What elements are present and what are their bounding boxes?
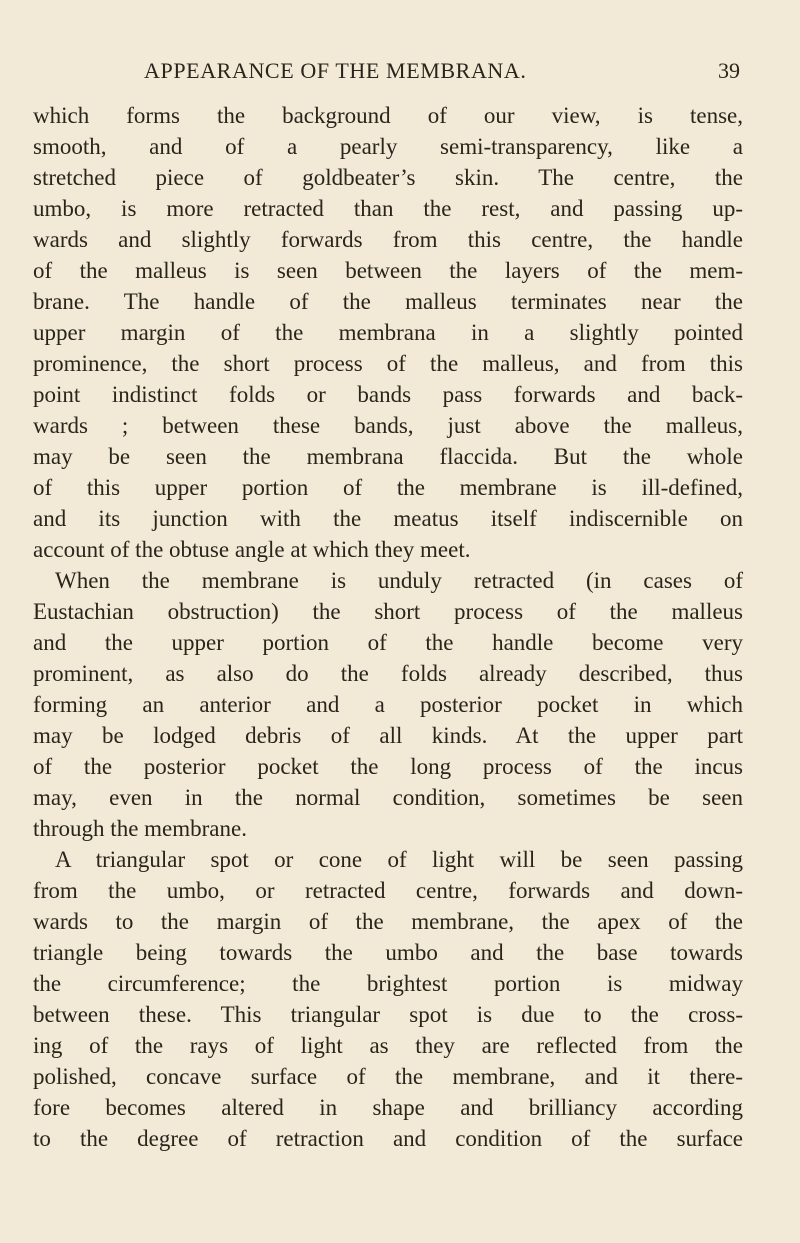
text-line: prominent, as also do the folds already described, thus (33, 661, 743, 686)
text-line: wards to the margin of the membrane, the apex of the (33, 909, 743, 934)
text-line: through the membrane. (33, 816, 247, 841)
text-line: which forms the background of our view, is tense, (33, 103, 743, 128)
text-line: prominence, the short process of the malleus, and from this (33, 351, 743, 376)
text-line: to the degree of retraction and condition of the surface (33, 1126, 743, 1151)
text-line: between these. This triangular spot is due to the cross- (33, 1002, 743, 1027)
text-line: may be seen the membrana flaccida. But the whole (33, 444, 743, 469)
text-line: Eustachian obstruction) the short process of the malleus (33, 599, 743, 624)
text-line: of this upper portion of the membrane is ill-defined, (33, 475, 743, 500)
page-header (40, 58, 740, 88)
text-line: smooth, and of a pearly semi-transparency, like a (33, 134, 743, 159)
text-line: of the posterior pocket the long process of the incus (33, 754, 743, 779)
page-number: 39 (718, 58, 740, 83)
text-line: the circumference; the brightest portion is midway (33, 971, 743, 996)
text-line: ing of the rays of light as they are reflected from the (33, 1033, 743, 1058)
text-line: of the malleus is seen between the layers of the mem- (33, 258, 743, 283)
text-line: forming an anterior and a posterior pocket in which (33, 692, 743, 717)
running-title: APPEARANCE OF THE MEMBRANA. (144, 58, 527, 83)
text-line: and its junction with the meatus itself indiscernible on (33, 506, 743, 531)
text-line: wards ; between these bands, just above the malleus, (33, 413, 743, 438)
text-line: A triangular spot or cone of light will be seen passing (55, 847, 743, 872)
text-line: brane. The handle of the malleus terminates near the (33, 289, 743, 314)
text-line: When the membrane is unduly retracted (in cases of (55, 568, 743, 593)
text-line: umbo, is more retracted than the rest, and passing up- (33, 196, 743, 221)
text-line: fore becomes altered in shape and brilliancy according (33, 1095, 743, 1120)
text-line: wards and slightly forwards from this centre, the handle (33, 227, 743, 252)
text-line: upper margin of the membrana in a slightly pointed (33, 320, 743, 345)
text-line: account of the obtuse angle at which they meet. (33, 537, 471, 562)
text-line: may, even in the normal condition, sometimes be seen (33, 785, 743, 810)
text-line: from the umbo, or retracted centre, forwards and down- (33, 878, 743, 903)
text-line: stretched piece of goldbeater’s skin. The centre, the (33, 165, 743, 190)
text-line: point indistinct folds or bands pass forwards and back- (33, 382, 743, 407)
text-line: polished, concave surface of the membrane, and it there- (33, 1064, 743, 1089)
text-line: and the upper portion of the handle become very (33, 630, 743, 655)
body-text (33, 100, 743, 1154)
text-line: may be lodged debris of all kinds. At the upper part (33, 723, 743, 748)
text-line: triangle being towards the umbo and the base towards (33, 940, 743, 965)
